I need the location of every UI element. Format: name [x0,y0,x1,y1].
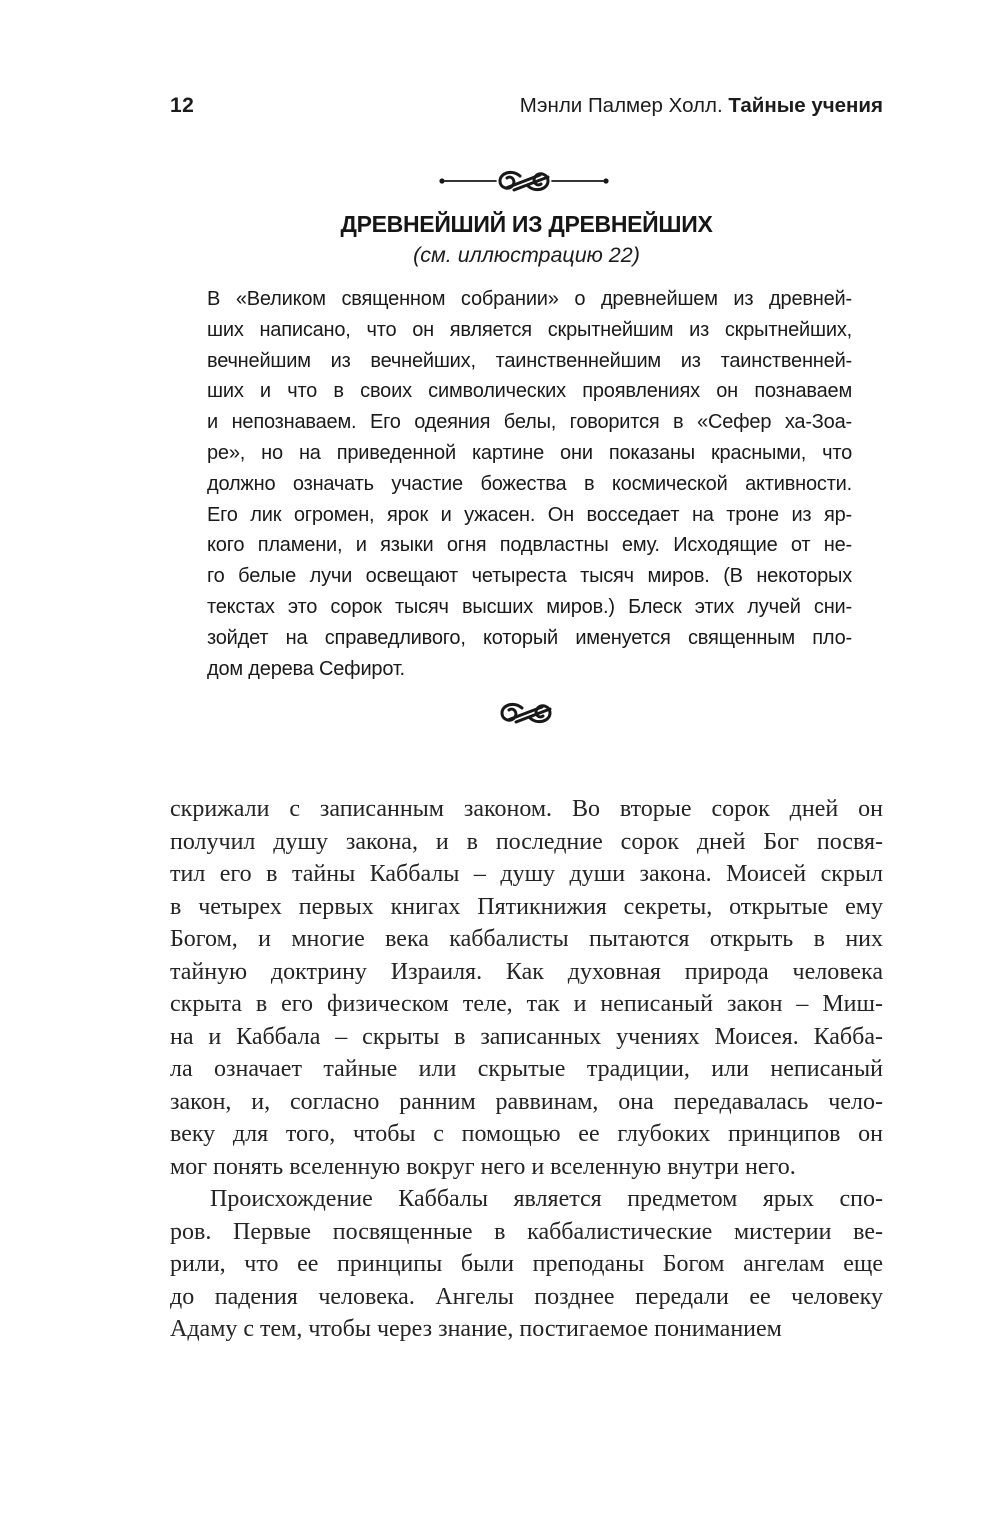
body-text [170,793,883,1346]
flourish-icon [494,699,558,727]
text-line: и непознаваем. Его одеяния белы, говорится в «Сефер ха-Зоа- [207,411,852,434]
text-line: закон, и, согласно ранним раввинам, она передавалась чело- [170,1088,883,1115]
text-line: Адаму с тем, чтобы через знание, постигаемое пониманием [170,1316,782,1342]
text-line: Богом, и многие века каббалисты пытаются открыть в них [170,926,883,952]
text-line: ре», но на приведенной картине они показаны красными, что [207,441,852,464]
text-line: скрыта в его физическом теле, так и неписаный закон – Миш- [170,991,883,1017]
text-line: на и Каббала – скрыты в записанных учениях Моисея. Кабба- [170,1023,883,1050]
running-head [170,93,883,121]
text-line: до падения человека. Ангелы позднее передали ее человеку [170,1283,883,1310]
body-paragraph [170,793,883,1183]
text-line: ших написано, что он является скрытнейшим из скрытнейших, [207,318,852,341]
text-line: должно означать участие божества в космической активности. [207,472,852,495]
text-line: В «Великом священном собрании» о древнейшем из древней- [207,288,852,310]
text-line: вечнейшим из вечнейших, таинственнейшим из таинственней- [207,349,852,372]
running-title [520,93,883,119]
text-line: веку для того, чтобы с помощью ее глубоких принципов он [170,1121,883,1147]
text-line: мог понять вселенную вокруг него и вселенную внутри него. [170,1153,796,1180]
text-line: тил его в тайны Каббалы – душу души закона. Моисей скрыл [170,861,883,887]
text-line: текстах это сорок тысяч высших миров.) Блеск этих лучей сни- [207,595,852,618]
text-line: Происхождение Каббалы является предметом ярых спо- [210,1186,883,1212]
running-title-book: Тайные учения [728,94,883,117]
section-title: ДРЕВНЕЙШИЙ ИЗ ДРЕВНЕЙШИХ [340,211,713,237]
text-line: Его лик огромен, ярок и ужасен. Он восседает на троне из яр- [207,503,852,526]
text-line: ла означает тайные или скрытые традиции, или неписаный [170,1056,883,1082]
flourish-divider-icon [438,166,610,196]
running-title-author: Мэнли Палмер Холл. [519,94,729,117]
text-line: получил душу закона, и в последние сорок дней Бог посвя- [170,828,883,855]
section-subtitle: (см. иллюстрацию 22) [413,243,640,267]
text-line: в четырех первых книгах Пятикнижия секреты, открытые ему [170,893,883,920]
text-line: дом дерева Сефирот. [207,657,405,680]
text-line: скрижали с записанным законом. Во вторые сорок дней он [170,796,883,822]
text-line: ших и что в своих символических проявлениях он познаваем [207,380,852,403]
text-line: тайную доктрину Израиля. Как духовная природа человека [170,958,883,985]
body-paragraph [170,1183,883,1346]
text-line: ров. Первые посвященные в каббалистические мистерии ве- [170,1218,883,1245]
page-number: 12 [170,94,195,117]
text-line: рили, что ее принципы были преподаны Богом ангелам еще [170,1251,883,1277]
text-line: зойдет на справедливого, который именуется священным пло- [207,626,852,649]
text-line: кого пламени, и языки огня подвластны ему. Исходящие от не- [207,534,852,557]
quote-block [207,284,852,684]
text-line: го белые лучи освещают четыреста тысяч миров. (В некоторых [207,565,852,588]
